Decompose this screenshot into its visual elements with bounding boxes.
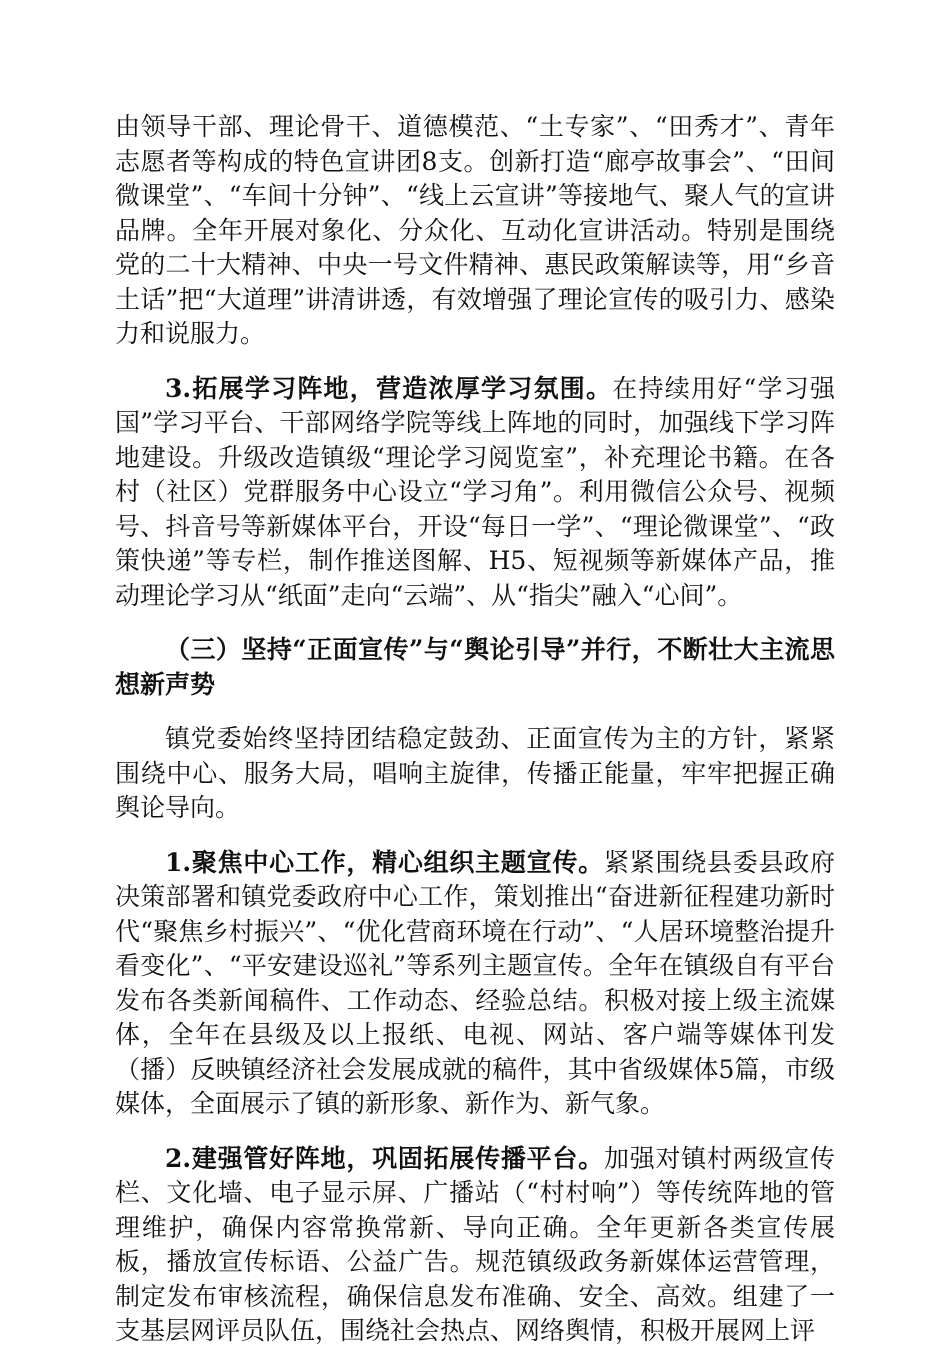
paragraph-study-position xyxy=(115,372,835,614)
paragraph-body: 由领导干部、理论骨干、道德模范、“土专家”、“田秀才”、青年志愿者等构成的特色宣讲团8支。创新打造“廊亭故事会”、“田间微课堂”、“车间十分钟”、“线上云宣讲”等接地气、聚人气的宣讲品牌。全年开展对象化、分众化、互动化宣讲活动。特别是围绕党的二十大精神、中央一号文件精神、惠民政策解读等，用“乡音土话”把“大道理”讲清讲透，有效增强了理论宣传的吸引力、感染力和说服力。 xyxy=(115,112,835,348)
paragraph-body: 镇党委始终坚持团结稳定鼓劲、正面宣传为主的方针，紧紧围绕中心、服务大局，唱响主旋律，传播正能量，牢牢把握正确舆论导向。 xyxy=(115,724,835,822)
paragraph-platform-building xyxy=(115,1142,835,1349)
paragraph-body: 紧紧围绕县委县政府决策部署和镇党委政府中心工作，策划推出“奋进新征程建功新时代“聚焦乡村振兴”、“优化营商环境在行动”、“人居环境整治提升看变化”、“平安建设巡礼”等系列主题宣传。全年在镇级自有平台发布各类新闻稿件、工作动态、经验总结。积极对接上级主流媒体，全年在县级及以上报纸、电视、网站、客户端等媒体刊发（播）反映镇经济社会发展成就的稿件，其中省级媒体5篇，市级媒体，全面展示了镇的新形象、新作为、新气象。 xyxy=(115,847,835,1118)
section-heading: （三）坚持“正面宣传”与“舆论引导”并行，不断壮大主流思想新声势 xyxy=(115,635,835,699)
paragraph-lead: 1.聚焦中心工作，精心组织主题宣传。 xyxy=(165,847,604,877)
paragraph-lead: 2.建强管好阵地，巩固拓展传播平台。 xyxy=(165,1143,604,1173)
paragraph-theme-publicity xyxy=(115,846,835,1122)
paragraph-lead: 3.拓展学习阵地，营造浓厚学习氛围。 xyxy=(165,373,613,403)
paragraph-party-policy xyxy=(115,722,835,826)
paragraph-propaganda-team xyxy=(115,110,835,352)
document-page xyxy=(115,110,835,1349)
paragraph-body: 加强对镇村两级宣传栏、文化墙、电子显示屏、广播站（“村村响”）等传统阵地的管理维护，确保内容常换常新、导向正确。全年更新各类宣传展板，播放宣传标语、公益广告。规范镇级政务新媒体运营管理，制定发布审核流程，确保信息发布准确、安全、高效。组建了一支基层网评员队伍，围绕社会热点、网络舆情，积极开展网上评 xyxy=(115,1143,835,1345)
paragraph-body: 在持续用好“学习强国”学习平台、干部网络学院等线上阵地的同时，加强线下学习阵地建设。升级改造镇级“理论学习阅览室”，补充理论书籍。在各村（社区）党群服务中心设立“学习角”。利用微信公众号、视频号、抖音号等新媒体平台，开设“每日一学”、“理论微课堂”、“政策快递”等专栏，制作推送图解、H5、短视频等新媒体产品，推动理论学习从“纸面”走向“云端”、从“指尖”融入“心间”。 xyxy=(115,373,835,610)
